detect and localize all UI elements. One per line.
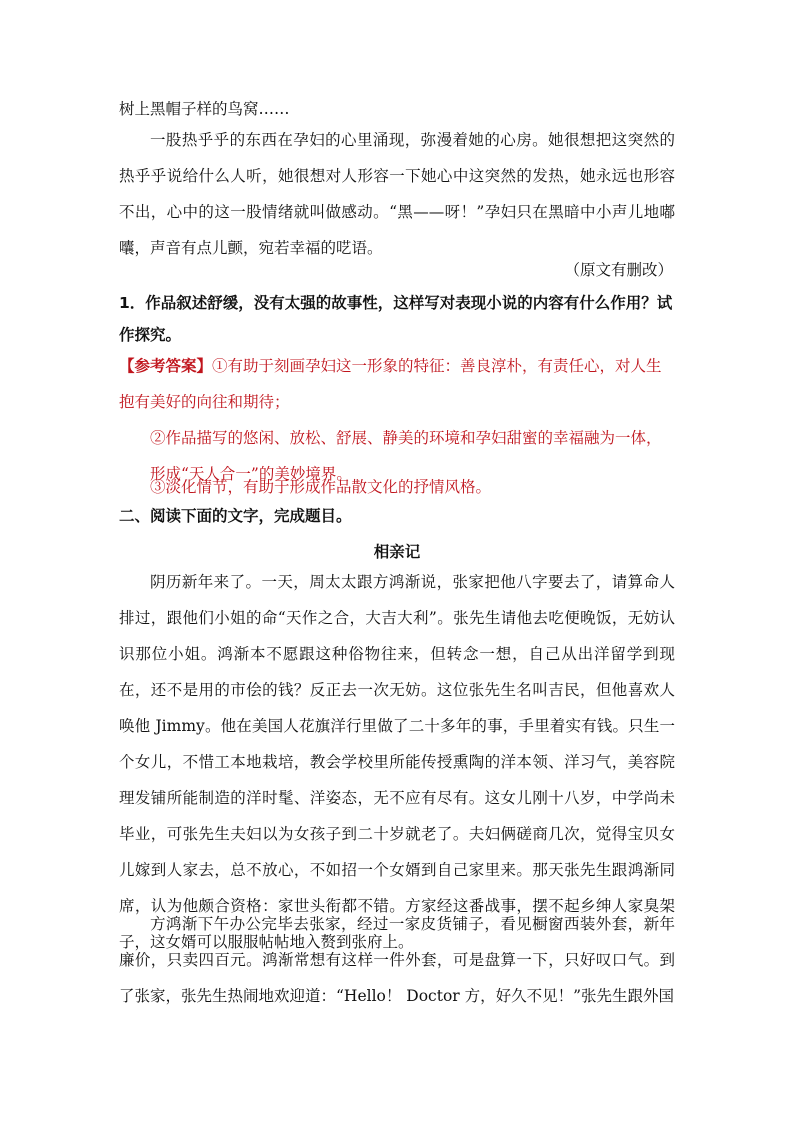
passage-line-top: 树上黑帽子样的鸟窝…… bbox=[119, 100, 290, 118]
section-heading: 二、阅读下面的文字，完成题目。 bbox=[119, 507, 352, 525]
answer-label: 【参考答案】 bbox=[119, 356, 213, 375]
passage-paragraph: 一股热乎乎的东西在孕妇的心里涌现，弥漫着她的心房。她很想把这突然的热乎乎说给什么人听，她很想对人形容一下她心中这突然的发热，她永远也形容不出，心中的这一股情绪就叫做感动。“黑——呀！”孕妇只在黑暗中小声儿地嘟囔，声音有点儿颤，宛若幸福的呓语。 bbox=[119, 131, 675, 257]
article-paragraph-1: 阴历新年来了。一天，周太太跟方鸿渐说，张家把他八字要去了，请算命人排过，跟他们小姐的命“天作之合，大吉大利”。张先生请他去吃便晚饭，无妨认识那位小姐。鸿渐本不愿跟这种俗物往来，但转念一想，自己从出洋留学到现在，还不是用的市侩的钱？反正去一次无妨。这位张先生名叫吉民，但他喜欢人唤他 Jimmy。他在美国人花旗洋行里做了二十多年的事，手里着实有钱。只生一个女儿，不惜工本地栽培，教会学校里所能传授熏陶的洋本领、洋习气，美容院理发铺所能制造的洋时髦、洋姿态，无不应有尽有。这女儿刚十八岁，中学尚未毕业，可张先生夫妇以为女孩子到二十岁就老了。夫妇俩磋商几次，觉得宝贝女儿嫁到人家去，总不放心，不如招一个女婿到自己家里来。那天张先生跟鸿渐同席，认为他颇合资格：家世头衔都不错。方家经这番战事，摆不起乡绅人家臭架子，这女婿可以服服帖帖地入赘到张府上。 bbox=[119, 573, 675, 951]
answer-1 bbox=[119, 348, 675, 420]
answer-2: ②作品描写的悠闲、放松、舒展、静美的环境和孕妇甜蜜的幸福融为一体，形成“天人合一”的美妙境界。 bbox=[150, 429, 662, 483]
answer-3: ③淡化情节，有助于形成作品散文化的抒情风格。 bbox=[150, 478, 492, 496]
article-title: 相亲记 bbox=[373, 543, 421, 561]
article-paragraph-2: 方鸿渐下午办公完毕去张家，经过一家皮货铺子，看见橱窗西装外套，新年廉价，只卖四百元。鸿渐常想有这样一件外套，可是盘算一下，只好叹口气。到了张家，张先生热闹地欢迎道：“Hello！ Doctor 方，好久不见！”张先生跟外国 bbox=[119, 915, 675, 1005]
question-1: 1．作品叙述舒缓，没有太强的故事性，这样写对表现小说的内容有什么作用？试作探究。 bbox=[119, 294, 673, 344]
source-note: （原文有删改） bbox=[564, 261, 673, 279]
answer-1-text: ①有助于刻画孕妇这一形象的特征：善良淳朴，有责任心，对人生抱有美好的向往和期待； bbox=[119, 357, 662, 411]
